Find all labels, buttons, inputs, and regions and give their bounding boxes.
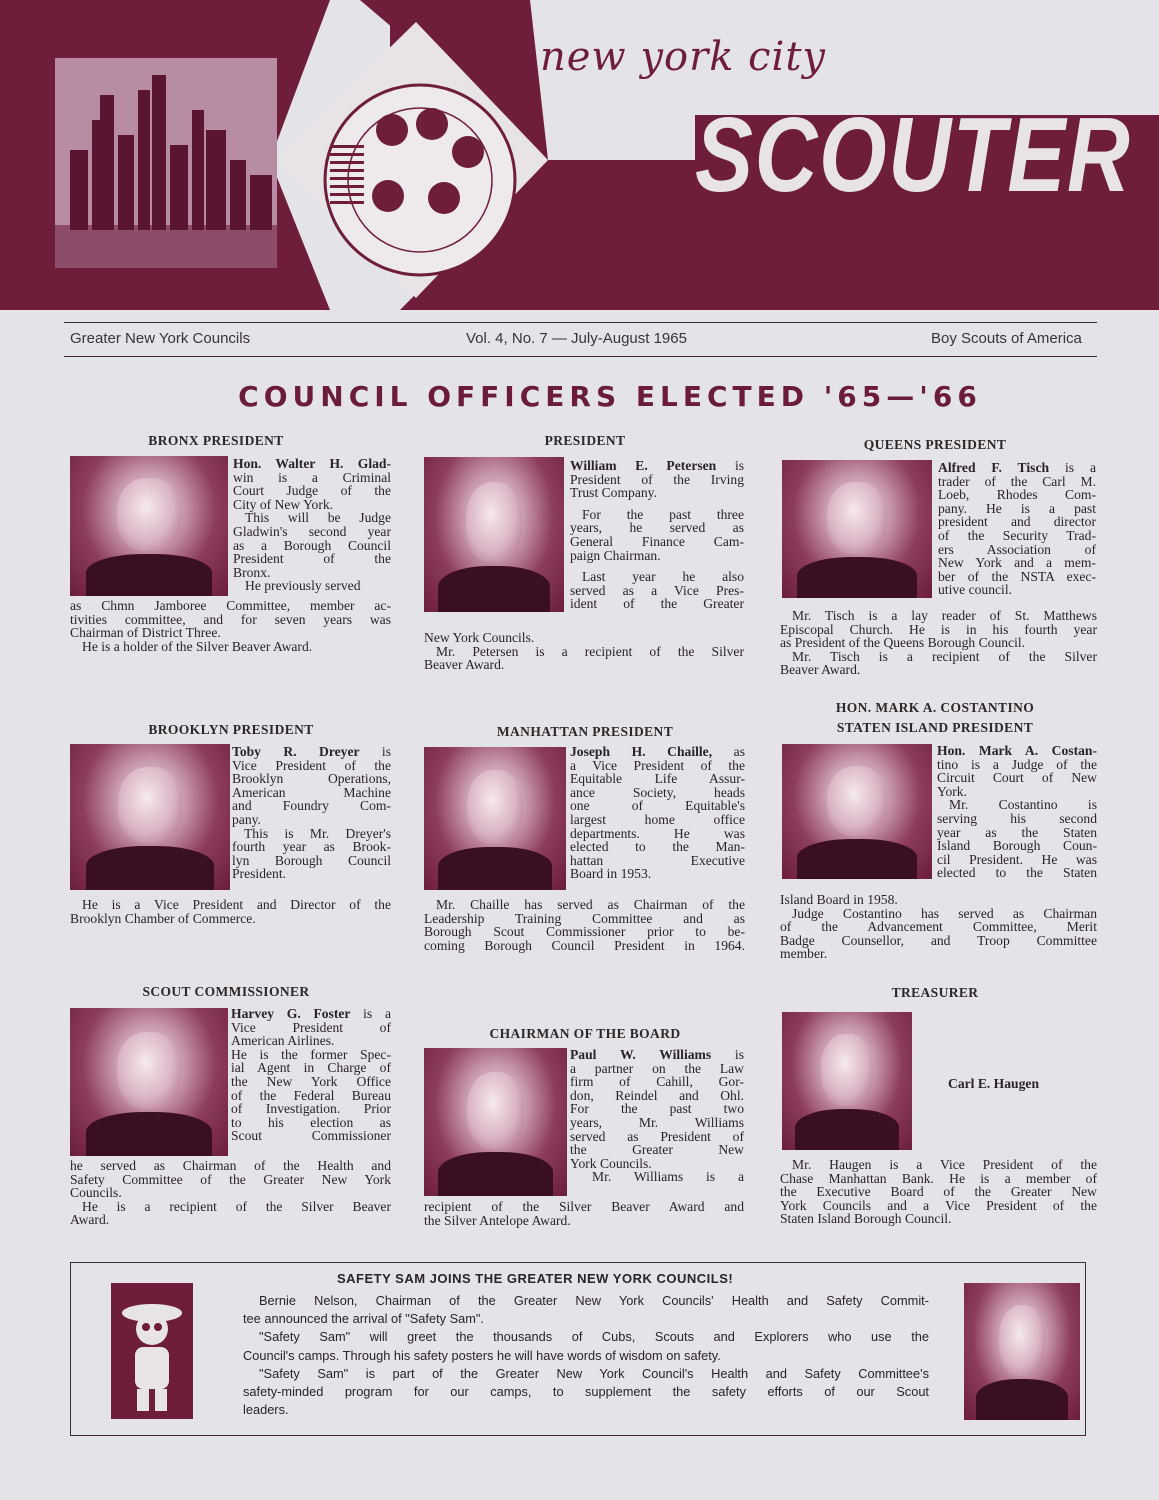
commissioner-line: Award. bbox=[70, 1212, 110, 1228]
staten-text bbox=[937, 744, 1097, 880]
president-line: For the past three bbox=[582, 506, 744, 522]
safety-chairman-photo bbox=[964, 1283, 1080, 1420]
bronx-heading: BRONX PRESIDENT bbox=[148, 433, 284, 448]
safety-sam-box bbox=[70, 1262, 1086, 1436]
commissioner-text-below bbox=[70, 1159, 391, 1227]
chairman-line: a partner on the Law bbox=[570, 1060, 744, 1076]
brooklyn-line: American Machine bbox=[232, 784, 391, 800]
manhattan-line: hattan Executive bbox=[570, 852, 745, 868]
treasurer-heading: TREASURER bbox=[891, 985, 979, 1000]
president-line: is bbox=[716, 458, 745, 473]
chairman-line: Mr. Williams is a bbox=[592, 1169, 744, 1185]
commissioner-line: is a bbox=[350, 1006, 391, 1021]
president-line: served as a Vice Pres- bbox=[570, 582, 744, 598]
brooklyn-line: Vice President of the bbox=[232, 757, 391, 773]
commissioner-line: He is a recipient of the Silver Beaver bbox=[82, 1198, 391, 1214]
treasurer-line: Staten Island Borough Council. bbox=[780, 1211, 952, 1227]
queens-line: Loeb, Rhodes Com- bbox=[938, 487, 1096, 503]
bronx-text bbox=[233, 457, 391, 593]
president-line: Last year he also bbox=[582, 569, 744, 585]
manhattan-line: ance Society, heads bbox=[570, 784, 745, 800]
manhattan-photo bbox=[424, 747, 566, 890]
bronx-name: Hon. Walter H. Glad- bbox=[233, 456, 391, 471]
masthead bbox=[0, 0, 1159, 320]
manhattan-heading: MANHATTAN PRESIDENT bbox=[496, 724, 674, 739]
chairman-line: years, Mr. Williams bbox=[570, 1114, 744, 1130]
staten-line: cil President. He was bbox=[937, 851, 1097, 867]
staten-line: elected to the Staten bbox=[937, 865, 1097, 881]
queens-text-below bbox=[780, 609, 1097, 677]
president-heading: PRESIDENT bbox=[544, 433, 626, 448]
top-rule bbox=[64, 322, 1097, 323]
commissioner-line: of the Federal Bureau bbox=[231, 1087, 391, 1103]
staten-line: Island Board in 1958. bbox=[780, 892, 898, 907]
brooklyn-line: is bbox=[359, 744, 391, 759]
safety-line: leaders. bbox=[243, 1402, 289, 1418]
queens-line: ber of the NSTA exec- bbox=[938, 568, 1096, 584]
treasurer-line: Chase Manhattan Bank. He is a member of bbox=[780, 1170, 1097, 1186]
queens-line: of the Security Trad- bbox=[938, 527, 1096, 543]
president-line: paign Chairman. bbox=[570, 547, 661, 563]
chairman-name: Paul W. Williams bbox=[570, 1047, 712, 1062]
masthead-subtitle: new york city bbox=[540, 34, 827, 80]
chairman-line: recipient of the Silver Beaver Award and bbox=[424, 1199, 744, 1214]
manhattan-line: Mr. Chaille has served as Chairman of the bbox=[436, 897, 745, 912]
commissioner-line: He is the former Spec- bbox=[231, 1046, 391, 1062]
headline: COUNCIL OFFICERS ELECTED '65—'66 bbox=[238, 380, 982, 413]
queens-line: Beaver Award. bbox=[780, 662, 861, 678]
staten-line: of the Advancement Committee, Merit bbox=[780, 919, 1097, 935]
brooklyn-line: This is Mr. Dreyer's bbox=[244, 825, 391, 841]
bottom-rule bbox=[64, 356, 1097, 357]
bronx-line: Chairman of District Three. bbox=[70, 625, 221, 641]
staten-line: year as the Staten bbox=[937, 824, 1097, 840]
queens-text bbox=[938, 461, 1096, 597]
bronx-line: City of New York. bbox=[233, 496, 334, 512]
president-line: years, he served as bbox=[570, 520, 744, 536]
commissioner-line: he served as Chairman of the Health and bbox=[70, 1158, 391, 1173]
staten-line: Mr. Costantino is bbox=[949, 797, 1097, 813]
commissioner-line: Vice President of bbox=[231, 1019, 391, 1035]
safety-line: Bernie Nelson, Chairman of the Greater New York Councils' Health and Safety Commit- bbox=[259, 1293, 929, 1308]
bronx-line: Court Judge of the bbox=[233, 483, 391, 499]
staten-line: Circuit Court of New bbox=[937, 770, 1097, 786]
staten-photo bbox=[782, 744, 932, 879]
commissioner-line: American Airlines. bbox=[231, 1033, 335, 1049]
queens-line: is a bbox=[1049, 460, 1096, 475]
queens-line: Episcopal Church. He is in his fourth year bbox=[780, 621, 1097, 637]
staten-line: Judge Costantino has served as Chairman bbox=[792, 905, 1097, 921]
chairman-line: don, Reindel and Ohl. bbox=[570, 1087, 744, 1103]
president-text bbox=[570, 459, 744, 611]
president-line: Mr. Petersen is a recipient of the Silver bbox=[436, 643, 744, 659]
president-name: William E. Petersen bbox=[570, 458, 717, 473]
brooklyn-line: lyn Borough Council bbox=[232, 852, 391, 868]
chairman-text bbox=[570, 1048, 744, 1184]
bronx-line: Gladwin's second year bbox=[233, 523, 391, 539]
treasurer-photo bbox=[782, 1012, 912, 1150]
queens-line: pany. He is a past bbox=[938, 500, 1096, 516]
queens-line: as President of the Queens Borough Council. bbox=[780, 635, 1026, 651]
queens-line: Mr. Tisch is a lay reader of St. Matthews bbox=[792, 608, 1097, 623]
staten-line: member. bbox=[780, 946, 828, 962]
safety-line: safety-minded program for our camps, to supplement the safety efforts of our Scout bbox=[243, 1384, 929, 1400]
brooklyn-text bbox=[232, 745, 391, 881]
president-line: New York Councils. bbox=[424, 630, 535, 645]
brooklyn-line: fourth year as Brook- bbox=[232, 839, 391, 855]
president-line: Beaver Award. bbox=[424, 657, 505, 673]
bronx-text-below bbox=[70, 599, 391, 653]
staten-text-below bbox=[780, 893, 1097, 961]
brooklyn-text-below bbox=[70, 898, 391, 925]
president-line: ident of the Greater bbox=[570, 596, 744, 612]
commissioner-name: Harvey G. Foster bbox=[231, 1006, 351, 1021]
safety-line: tee announced the arrival of "Safety Sam". bbox=[243, 1311, 484, 1327]
manhattan-line: largest home office bbox=[570, 811, 745, 827]
queens-line: president and director bbox=[938, 514, 1096, 530]
staten-name: Hon. Mark A. Costan- bbox=[937, 743, 1097, 758]
manhattan-line: Leadership Training Committee and as bbox=[424, 910, 745, 926]
queens-line: ers Association of bbox=[938, 541, 1096, 557]
brooklyn-line: and Foundry Com- bbox=[232, 798, 391, 814]
manhattan-line: departments. He was bbox=[570, 825, 745, 841]
queens-line: New York and a mem- bbox=[938, 555, 1096, 571]
queens-line: trader of the Carl M. bbox=[938, 473, 1096, 489]
treasurer-line: the Executive Board of the Greater New bbox=[780, 1184, 1097, 1200]
brooklyn-name: Toby R. Dreyer bbox=[232, 744, 360, 759]
chairman-line: the Greater New bbox=[570, 1142, 744, 1158]
bronx-line: win is a Criminal bbox=[233, 469, 391, 485]
queens-photo bbox=[782, 460, 932, 598]
commissioner-line: Councils. bbox=[70, 1185, 122, 1201]
queens-heading: QUEENS PRESIDENT bbox=[863, 437, 1007, 452]
chairman-heading: CHAIRMAN OF THE BOARD bbox=[489, 1026, 681, 1041]
treasurer-line: York Councils and a Vice President of the bbox=[780, 1197, 1097, 1213]
treasurer-line: Mr. Haugen is a Vice President of the bbox=[792, 1157, 1097, 1172]
staten-line: Island Borough Coun- bbox=[937, 838, 1097, 854]
commissioner-line: Safety Committee of the Greater New York bbox=[70, 1171, 391, 1187]
manhattan-line: elected to the Man- bbox=[570, 839, 745, 855]
commissioner-line: ial Agent in Charge of bbox=[231, 1060, 391, 1076]
chairman-text-below bbox=[424, 1200, 744, 1227]
bronx-line: President of the bbox=[233, 551, 391, 567]
bronx-line: as Chmn Jamboree Committee, member ac- bbox=[70, 598, 391, 613]
staten-line: Badge Counsellor, and Troop Committee bbox=[780, 932, 1097, 948]
president-line: President of the Irving bbox=[570, 471, 744, 487]
queens-name: Alfred F. Tisch bbox=[938, 460, 1050, 475]
staten-line: tino is a Judge of the bbox=[937, 756, 1097, 772]
manhattan-line: Equitable Life Assur- bbox=[570, 771, 745, 787]
bronx-line: tivities committee, and for seven years was bbox=[70, 611, 391, 627]
brooklyn-line: President. bbox=[232, 866, 286, 882]
masthead-title: SCOUTER bbox=[695, 96, 1132, 214]
info-right: Boy Scouts of America bbox=[931, 330, 1082, 347]
staten-heading: STATEN ISLAND PRESIDENT bbox=[836, 720, 1034, 735]
treasurer-text bbox=[780, 1158, 1097, 1226]
bronx-line: as a Borough Council bbox=[233, 537, 391, 553]
manhattan-name: Joseph H. Chaille, bbox=[570, 744, 713, 759]
commissioner-text bbox=[231, 1007, 391, 1143]
commissioner-line: to his election as bbox=[231, 1114, 391, 1130]
info-left: Greater New York Councils bbox=[70, 330, 251, 347]
manhattan-line: as bbox=[712, 744, 745, 759]
commissioner-photo bbox=[70, 1008, 228, 1156]
brooklyn-line: He is a Vice President and Director of the bbox=[82, 897, 391, 912]
safety-sam-figure bbox=[111, 1283, 193, 1419]
safety-line: "Safety Sam" will greet the thousands of Cubs, Scouts and Explorers who use the bbox=[259, 1329, 929, 1345]
manhattan-line: Borough Scout Commissioner prior to be- bbox=[424, 924, 745, 940]
bronx-photo bbox=[70, 456, 228, 596]
manhattan-text-below bbox=[424, 898, 745, 952]
brooklyn-line: Brooklyn Chamber of Commerce. bbox=[70, 910, 256, 926]
safety-title: SAFETY SAM JOINS THE GREATER NEW YORK COUNCILS! bbox=[337, 1271, 734, 1286]
commissioner-line: of Investigation. Prior bbox=[231, 1101, 391, 1117]
bronx-line: He previously served bbox=[245, 578, 361, 594]
staten-line: York. bbox=[937, 783, 967, 799]
manhattan-line: a Vice President of the bbox=[570, 757, 745, 773]
safety-sam-illustration bbox=[111, 1283, 193, 1419]
queens-line: utive council. bbox=[938, 582, 1012, 598]
brooklyn-line: pany. bbox=[232, 811, 261, 827]
chairman-line: For the past two bbox=[570, 1101, 744, 1117]
commissioner-heading: SCOUT COMMISSIONER bbox=[142, 984, 310, 999]
info-issue: Vol. 4, No. 7 — July-August 1965 bbox=[466, 330, 687, 347]
brooklyn-photo bbox=[70, 744, 230, 890]
bronx-line: This will be Judge bbox=[245, 510, 391, 526]
president-line: Trust Company. bbox=[570, 485, 657, 501]
president-line: General Finance Cam- bbox=[570, 533, 744, 549]
safety-line: Council's camps. Through his safety posters he will have words of wisdom on safety. bbox=[243, 1347, 721, 1363]
president-text-below bbox=[424, 631, 744, 672]
bronx-line: He is a holder of the Silver Beaver Award. bbox=[82, 638, 313, 654]
manhattan-line: Board in 1953. bbox=[570, 866, 652, 882]
chairman-photo bbox=[424, 1048, 567, 1196]
commissioner-line: Scout Commissioner bbox=[231, 1128, 391, 1144]
manhattan-line: one of Equitable's bbox=[570, 798, 745, 814]
brooklyn-heading: BROOKLYN PRESIDENT bbox=[148, 722, 314, 737]
treasurer-caption: Carl E. Haugen bbox=[948, 1076, 1040, 1091]
chairman-line: firm of Cahill, Gor- bbox=[570, 1074, 744, 1090]
queens-line: Mr. Tisch is a recipient of the Silver bbox=[792, 648, 1097, 664]
chairman-line: the Silver Antelope Award. bbox=[424, 1212, 571, 1228]
chairman-line: York Councils. bbox=[570, 1155, 652, 1171]
manhattan-text bbox=[570, 745, 745, 881]
chairman-line: served as President of bbox=[570, 1128, 744, 1144]
president-photo bbox=[424, 457, 564, 612]
commissioner-line: the New York Office bbox=[231, 1073, 391, 1089]
staten-line: serving his second bbox=[937, 810, 1097, 826]
bronx-line: Bronx. bbox=[233, 564, 271, 580]
chairman-line: is bbox=[711, 1047, 744, 1062]
safety-text bbox=[243, 1292, 929, 1419]
staten-heading-name: HON. MARK A. COSTANTINO bbox=[835, 700, 1035, 715]
safety-line: "Safety Sam" is part of the Greater New York Council's Health and Safety Committee's bbox=[259, 1365, 929, 1381]
brooklyn-line: Brooklyn Operations, bbox=[232, 771, 391, 787]
manhattan-line: coming Borough Council President in 1964. bbox=[424, 937, 745, 953]
